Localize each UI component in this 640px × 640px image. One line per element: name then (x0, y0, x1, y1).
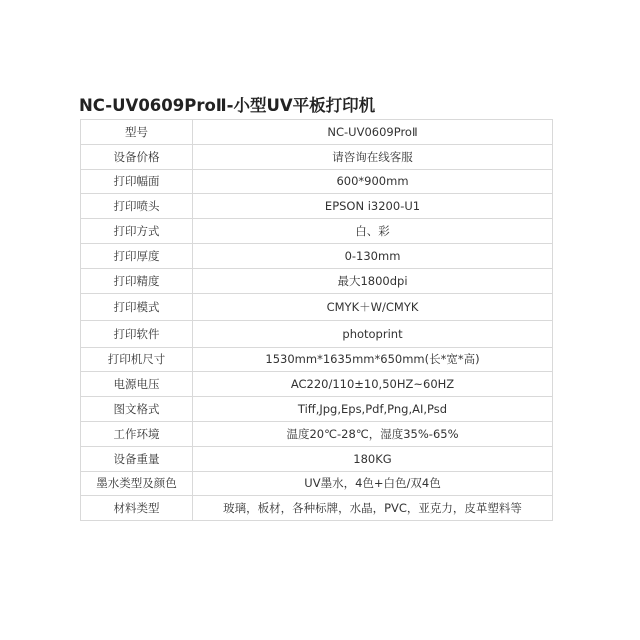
spec-label: 打印模式 (81, 293, 193, 320)
table-row (81, 496, 553, 521)
spec-value: AC220/110±10,50HZ~60HZ (193, 372, 553, 397)
spec-value: Tiff,Jpg,Eps,Pdf,Png,AI,Psd (193, 397, 553, 422)
spec-label: 材料类型 (81, 496, 193, 521)
spec-label: 型号 (81, 120, 193, 145)
spec-value: 温度20℃-28℃，湿度35%-65% (193, 421, 553, 446)
spec-label: 图文格式 (81, 397, 193, 422)
table-row (81, 421, 553, 446)
table-row (81, 293, 553, 320)
table-row (81, 243, 553, 268)
table-row (81, 268, 553, 293)
table-row (81, 219, 553, 244)
spec-value: CMYK＋W/CMYK (193, 293, 553, 320)
spec-value: 玻璃，板材，各种标牌，水晶，PVC，亚克力，皮革塑料等 (193, 496, 553, 521)
spec-label: 电源电压 (81, 372, 193, 397)
table-row (81, 446, 553, 471)
spec-value: 600*900mm (193, 169, 553, 194)
table-row (81, 372, 553, 397)
spec-value: 1530mm*1635mm*650mm(长*宽*高) (193, 347, 553, 372)
spec-value: EPSON i3200-U1 (193, 194, 553, 219)
table-row (81, 471, 553, 496)
spec-label: 墨水类型及颜色 (81, 471, 193, 496)
table-row (81, 144, 553, 169)
spec-label: 打印喷头 (81, 194, 193, 219)
spec-label: 打印厚度 (81, 243, 193, 268)
spec-label: 打印软件 (81, 320, 193, 347)
table-row (81, 169, 553, 194)
table-row (81, 347, 553, 372)
table-row (81, 120, 553, 145)
spec-value: 0-130mm (193, 243, 553, 268)
page-title: NC-UV0609ProⅡ-小型UV平板打印机 (79, 96, 376, 115)
spec-value: 白、彩 (193, 219, 553, 244)
spec-value: 180KG (193, 446, 553, 471)
spec-label: 打印幅面 (81, 169, 193, 194)
spec-value: UV墨水，4色+白色/双4色 (193, 471, 553, 496)
spec-table (80, 119, 553, 521)
spec-label: 打印机尺寸 (81, 347, 193, 372)
spec-value: 请咨询在线客服 (193, 144, 553, 169)
spec-value: photoprint (193, 320, 553, 347)
spec-label: 工作环境 (81, 421, 193, 446)
spec-value: 最大1800dpi (193, 268, 553, 293)
table-row (81, 397, 553, 422)
spec-value: NC-UV0609ProⅡ (193, 120, 553, 145)
spec-label: 打印方式 (81, 219, 193, 244)
table-row (81, 194, 553, 219)
spec-label: 设备价格 (81, 144, 193, 169)
spec-label: 打印精度 (81, 268, 193, 293)
spec-label: 设备重量 (81, 446, 193, 471)
table-row (81, 320, 553, 347)
